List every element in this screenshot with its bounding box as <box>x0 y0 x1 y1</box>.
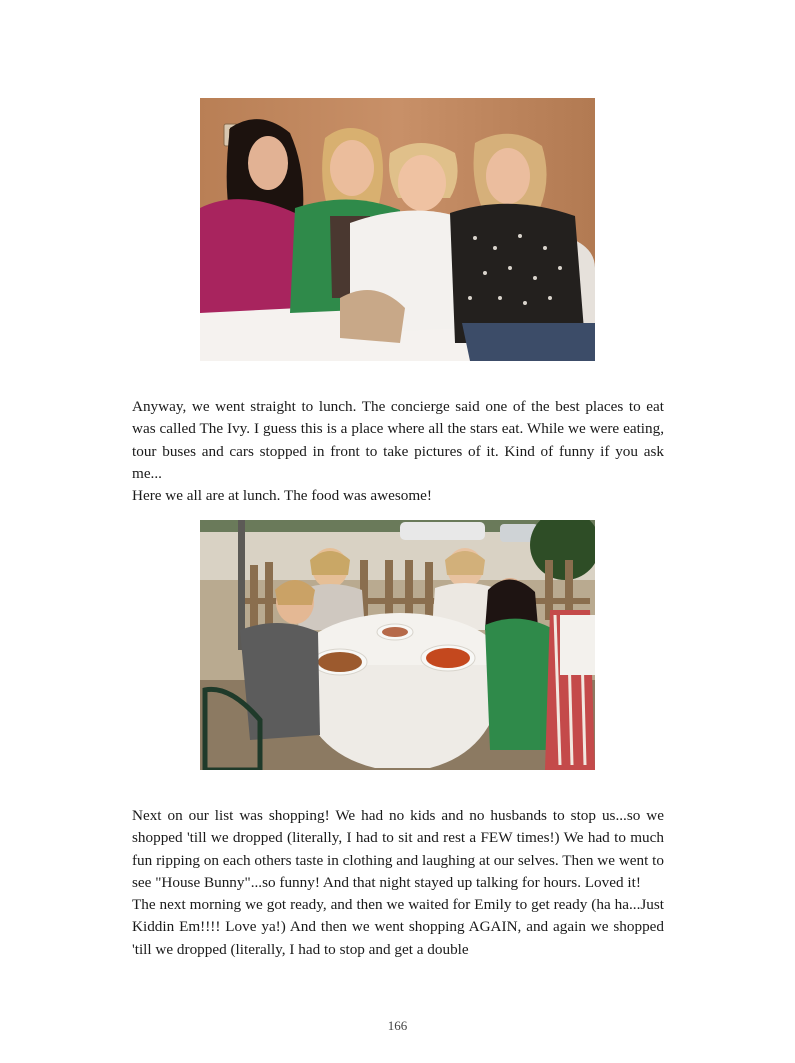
photo-four-women-sofa <box>200 98 595 361</box>
paragraph-lunch-caption: Here we all are at lunch. The food was awesome! <box>132 487 432 505</box>
paragraph-shopping: Next on our list was shopping! We had no kids and no husbands to stop us...so we shopped 'till we dropped (literally, I had to sit and rest a FEW times!) We had to much fun ripping on each others taste in clothing and laughing at our selves. Then we went to see "House Bunny"...so funny! And that night stayed up talking for hours. Loved it! <box>132 807 664 891</box>
text-block-lunch <box>132 396 664 507</box>
photo-women-at-lunch-table <box>200 520 595 770</box>
paragraph-next-morning: The next morning we got ready, and then we waited for Emily to get ready (ha ha...Just Kiddin Em!!!! Love ya!) And then we went shopping AGAIN, and again we shopped 'till we dropped (literally, I had to stop and get a double <box>132 896 664 958</box>
paragraph-lunch-story: Anyway, we went straight to lunch. The concierge said one of the best places to eat was called The Ivy. I guess this is a place where all the stars eat. While we were eating, tour buses and cars stopped in front to take pictures of it. Kind of funny if you ask me... <box>132 398 664 482</box>
page-number: 166 <box>387 1018 408 1033</box>
text-block-shopping <box>132 805 664 961</box>
